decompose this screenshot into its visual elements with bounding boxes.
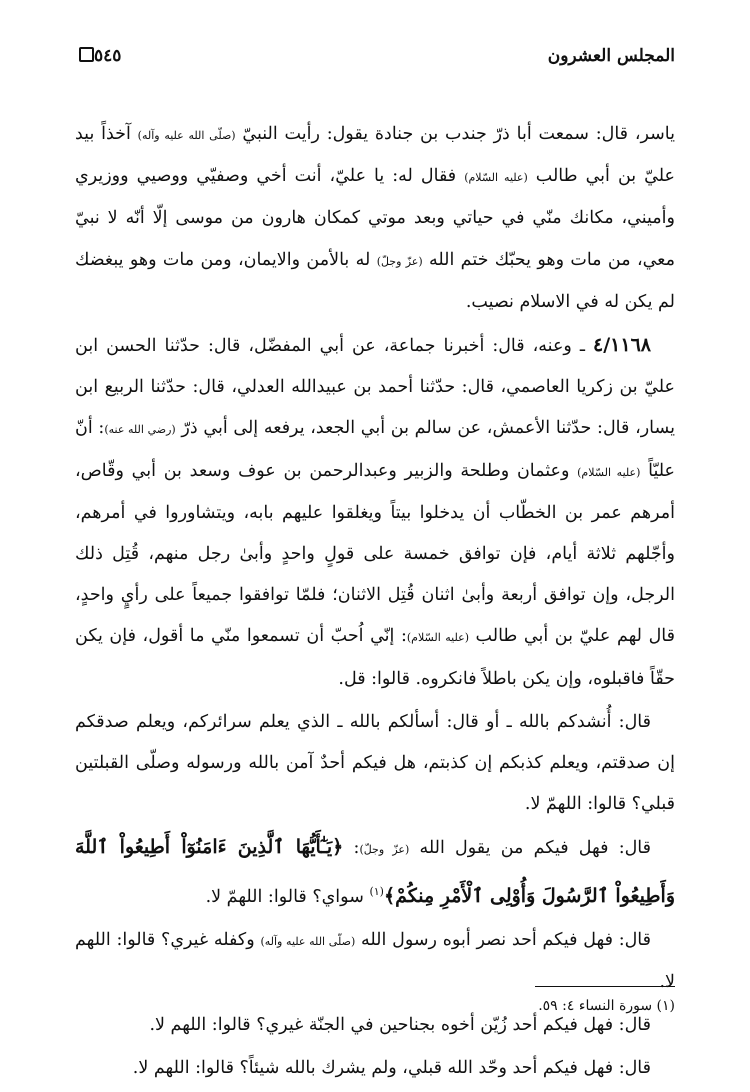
text-run: قال: فهل فيكم أحد زُيّن أخوه بجناحين في الجنّة غيري؟ قالوا: اللهم لا. [149, 1015, 651, 1036]
text-run: وعثمان وطلحة والزبير وعبدالرحمن بن عوف وسعد بن أبي وقّاص، أمرهم عمر بن الخطّاب أن يدخلوا بيتاً ويغلقوا عليهم بابه، ويتشاوروا في أمرهم، وأجّلهم ثلاثة أيام، فإن توافق خمسة على قولٍ واحدٍ وأبىٰ رجل منهم، قُتِل ذلك الرجل، وإن توافق أربعة وأبىٰ اثنان قُتِل الاثنان؛ فلمّا توافقوا جميعاً على رأيٍ واحدٍ، قال لهم عليّ بن أبي طالب [75, 460, 675, 647]
footnote: (١) سورة النساء ٤: ٥٩. [538, 998, 675, 1014]
paragraph [75, 702, 675, 826]
honorific: (عليه السّلام) [464, 171, 528, 185]
paragraph [75, 1048, 675, 1089]
paragraph [75, 325, 675, 700]
page-number-block [75, 46, 121, 66]
honorific: (صلّى الله عليه وآله) [260, 934, 356, 948]
text-run: قال: فهل فيكم من يقول الله [409, 838, 652, 859]
text-run: ـ وعنه، قال: أخبرنا جماعة، عن أبي المفضّل، قال: حدّثنا الحسن ابن عليّ بن زكريا العاصمي، قال: حدّثنا أحمد بن عبيدالله العدلي، قال: حدّثنا الربيع ابن يسار، قال: حدّثنا الأعمش، عن سالم بن أبي الجعد، يرفعه إلى أبي ذرّ [75, 336, 675, 439]
page-number: ٥٤٥ [94, 46, 122, 66]
text-run: قال: فهل فيكم أحد وحّد الله قبلي، ولم يشرك بالله شيئاً؟ قالوا: اللهم لا. [132, 1058, 651, 1079]
text-run: له بالأمن والايمان، ومن مات وهو يبغضك لم يكن له في الاسلام نصيب. [75, 249, 675, 312]
running-header [75, 42, 675, 72]
honorific: (عزّ وجلّ) [376, 254, 423, 268]
honorific: (عزّ وجلّ) [359, 843, 410, 857]
text-run: : أنّ عليّاً [75, 418, 675, 481]
text-run: فقال له: يا عليّ، أنت أخي وصفيّي ووصيي ووزيري وأميني، مكانك منّي في حياتي وبعد موتي كمكان هارون من موسى إلّا أنّه لا نبيّ معي، من مات وهو يحبّك ختم الله [75, 166, 675, 270]
text-run: : إنّي اُحبّ أن تسمعوا منّي ما أقول، فإن يكن حقّاً فاقبلوه، وإن يكن باطلاً فانكروه. قالوا: قل. [75, 626, 675, 689]
text-run: قال: أُنشدكم بالله ـ أو قال: أسألكم بالله ـ الذي يعلم سرائركم، ويعلم صدقكم إن صدقتم، ويعلم كذبكم إن كذبتم، هل فيكم أحدٌ آمن بالله ورسوله وصلّى القبلتين قبلي؟ قالوا: اللهمّ لا. [75, 711, 675, 815]
paragraph [75, 114, 675, 323]
text-run: قال: فهل فيكم أحد نصر أبوه رسول الله [355, 929, 652, 950]
text-run: سواي؟ قالوا: اللهمّ لا. [205, 886, 370, 907]
paragraph [75, 920, 675, 1003]
honorific: (رضي الله عنه) [104, 423, 176, 437]
chapter-title: المجلس العشرون [547, 46, 675, 66]
honorific: (عليه السّلام) [406, 631, 469, 645]
text-run: وكفله غيري؟ قالوا: اللهم لا. [75, 929, 675, 992]
paragraph [75, 827, 675, 917]
footnote-divider [535, 986, 675, 987]
footnote-marker: (١) [369, 884, 384, 898]
square-icon [79, 47, 94, 62]
honorific: (عليه السّلام) [577, 465, 641, 479]
honorific: (صلّى الله عليه وآله) [137, 129, 236, 142]
text-run: ياسر، قال: سمعت أبا ذرّ جندب بن جنادة يقول: رأيت النبيّ [235, 124, 675, 144]
main-text [75, 114, 675, 1092]
text-run: آخذاً بيد عليّ بن أبي طالب [75, 124, 675, 187]
hadith-number: ٤/١١٦٨ [593, 334, 651, 357]
quran-verse: ﴿يَـٰٓأَيُّهَا ٱلَّذِينَ ءَامَنُوٓاْ أَطِيعُواْ ٱللَّهَ وَأَطِيعُواْ ٱلرَّسُولَ وَأُوْلِى ٱلْأَمْرِ مِنكُمْ﴾ [75, 836, 675, 907]
text-run: : [343, 838, 360, 859]
